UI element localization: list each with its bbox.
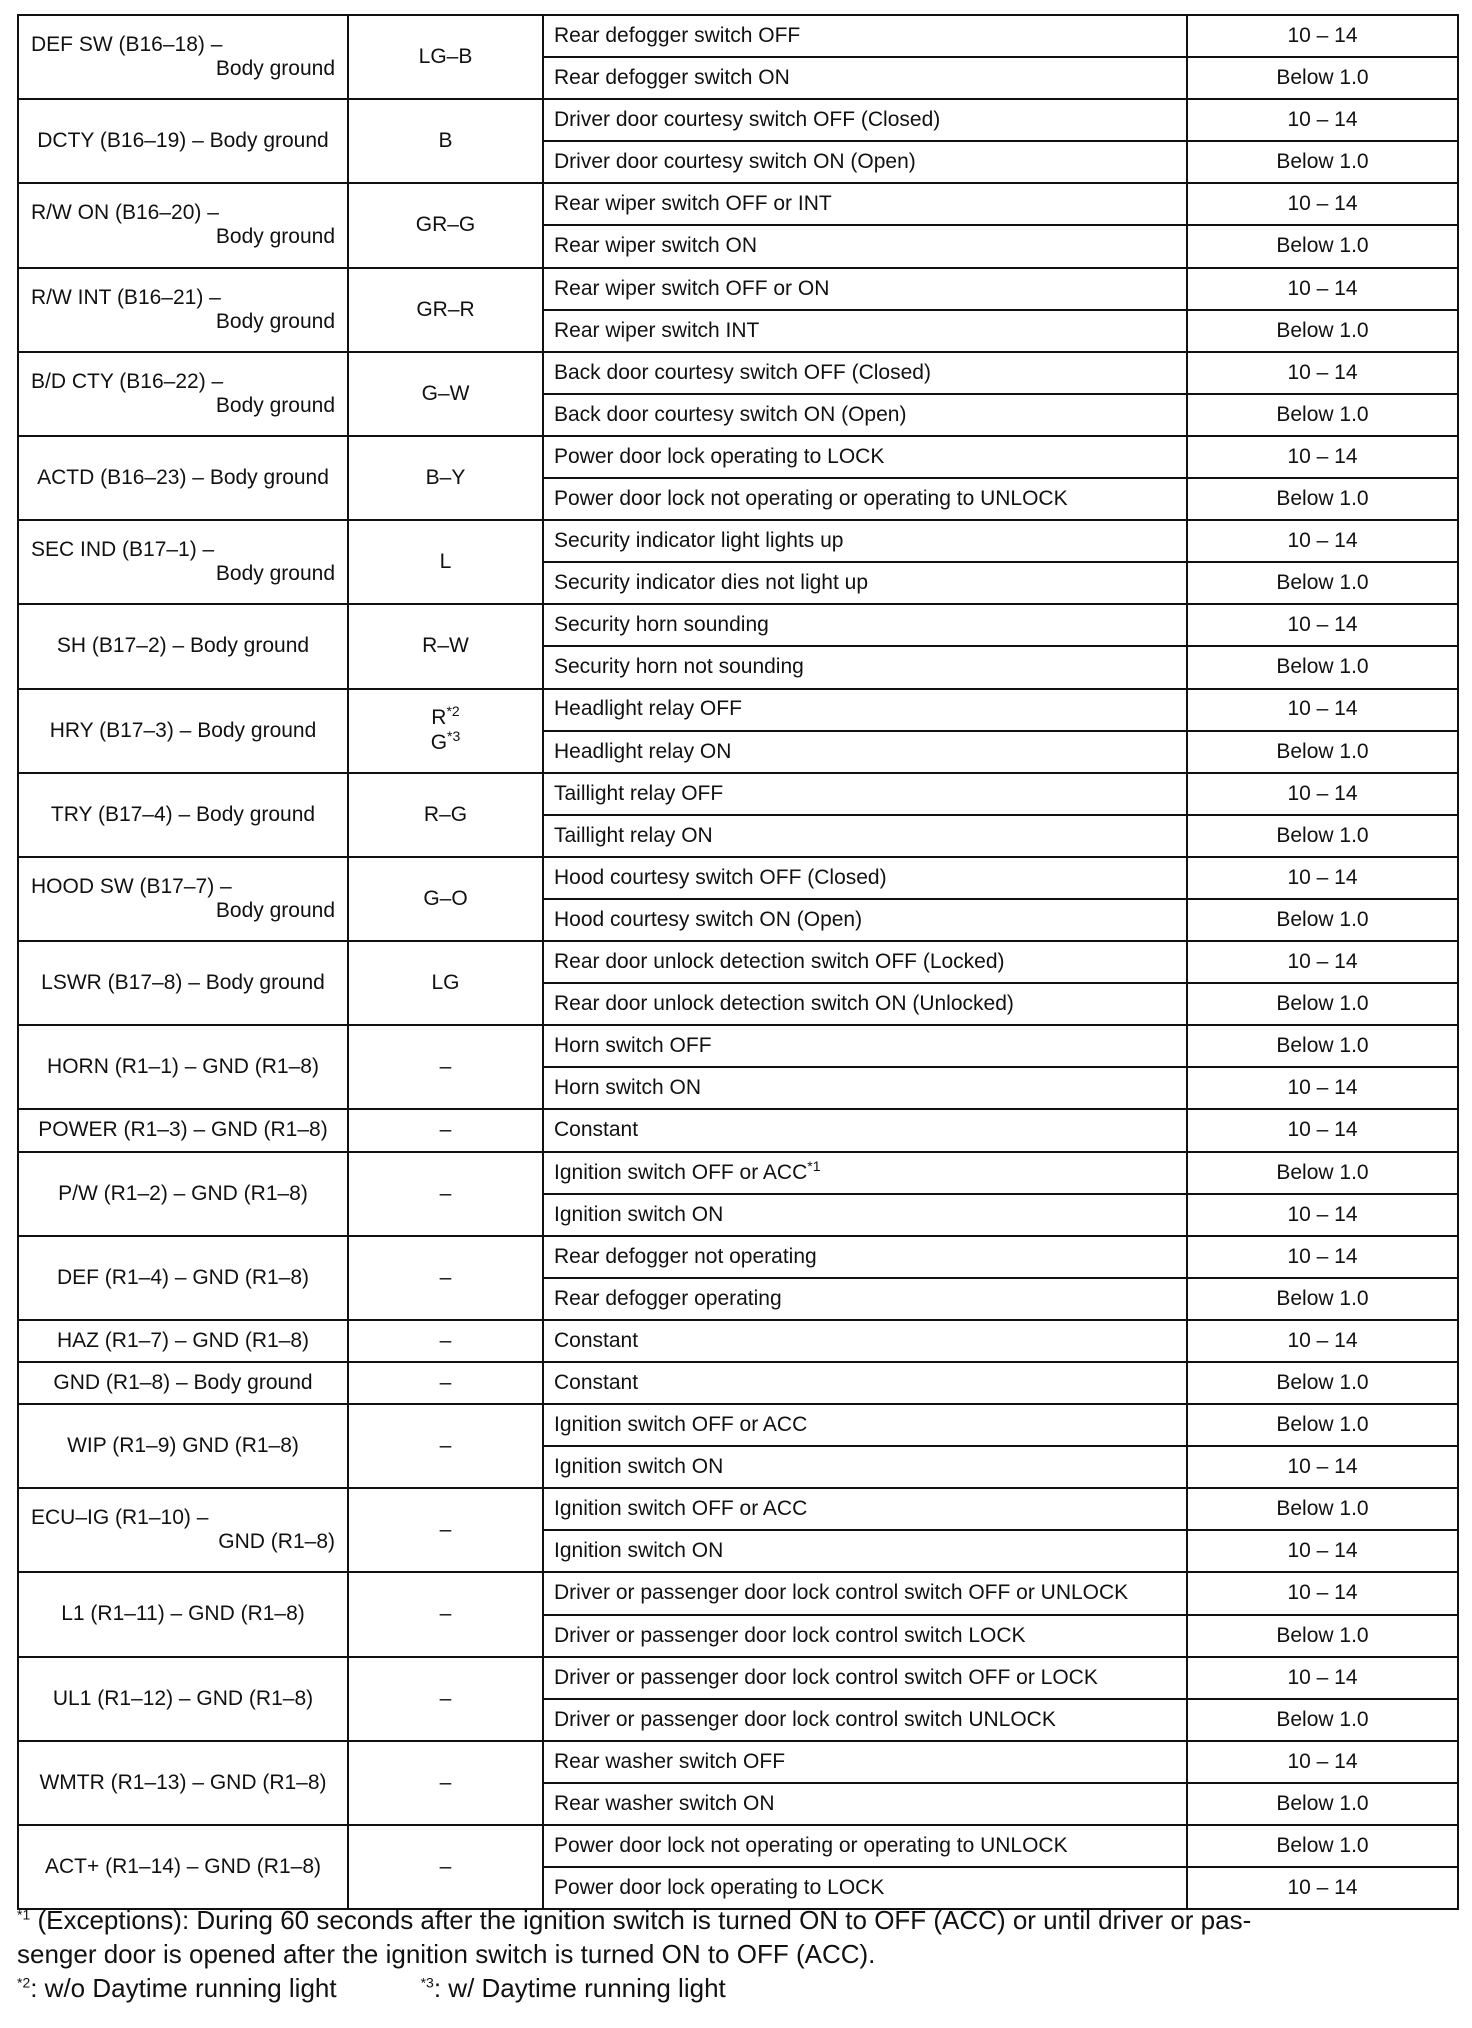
wiring-color-line bbox=[349, 213, 542, 237]
wiring-color-cell bbox=[348, 1825, 543, 1909]
condition-cell bbox=[543, 225, 1187, 267]
condition-text: Ignition switch ON bbox=[554, 1539, 724, 1563]
footnote-mark: *1 bbox=[807, 1157, 821, 1174]
wiring-color-cell bbox=[348, 1741, 543, 1825]
condition-cell bbox=[543, 1109, 1187, 1151]
condition-text: Driver or passenger door lock control switch OFF or LOCK bbox=[554, 1665, 1098, 1689]
condition-cell bbox=[543, 436, 1187, 478]
condition-text: Back door courtesy switch OFF (Closed) bbox=[554, 360, 931, 384]
wiring-color-line bbox=[349, 1182, 542, 1206]
condition-cell bbox=[543, 1699, 1187, 1741]
terminal-line: WIP (R1–9) GND (R1–8) bbox=[67, 1434, 299, 1458]
condition-cell bbox=[543, 1572, 1187, 1614]
wiring-color: R–W bbox=[422, 634, 469, 658]
specified-value-cell: Below 1.0 bbox=[1187, 1152, 1458, 1194]
condition-cell bbox=[543, 689, 1187, 731]
wiring-color-cell bbox=[348, 436, 543, 520]
terminal-line: SH (B17–2) – Body ground bbox=[56, 634, 310, 658]
condition-text: Constant bbox=[554, 1328, 639, 1352]
wiring-color-cell bbox=[348, 1320, 543, 1362]
specified-value-cell: Below 1.0 bbox=[1187, 562, 1458, 604]
terminal-line: P/W (R1–2) – GND (R1–8) bbox=[58, 1181, 308, 1205]
condition-text: Security horn not sounding bbox=[554, 655, 804, 679]
wiring-color: – bbox=[439, 1770, 452, 1794]
condition-text: Rear defogger switch OFF bbox=[554, 23, 801, 47]
condition-cell bbox=[543, 1236, 1187, 1278]
condition-text: Security indicator light lights up bbox=[554, 529, 844, 553]
table-row bbox=[18, 436, 1458, 478]
terminal-line: ACTD (B16–23) – Body ground bbox=[37, 465, 329, 489]
specified-value-cell: 10 – 14 bbox=[1187, 1194, 1458, 1236]
terminal-line: GND (R1–8) bbox=[218, 1530, 335, 1554]
condition-text: Rear wiper switch OFF or ON bbox=[554, 276, 830, 300]
table-row bbox=[18, 1572, 1458, 1614]
wiring-color-line bbox=[349, 550, 542, 574]
condition-cell bbox=[543, 899, 1187, 941]
table-row bbox=[18, 1362, 1458, 1404]
condition-cell bbox=[543, 141, 1187, 183]
terminal-cell bbox=[18, 857, 348, 941]
condition-text: Taillight relay ON bbox=[554, 823, 713, 847]
terminal-cell bbox=[18, 436, 348, 520]
wiring-color-line bbox=[349, 1518, 542, 1542]
wiring-color-cell bbox=[348, 1025, 543, 1109]
terminal-line: WMTR (R1–13) – GND (R1–8) bbox=[39, 1770, 327, 1794]
specified-value-cell: 10 – 14 bbox=[1187, 15, 1458, 57]
wiring-color: – bbox=[439, 1118, 452, 1142]
condition-text: Driver or passenger door lock control switch UNLOCK bbox=[554, 1707, 1056, 1731]
wiring-color-line bbox=[349, 382, 542, 406]
condition-cell bbox=[543, 478, 1187, 520]
wiring-color: – bbox=[439, 1055, 452, 1079]
condition-cell bbox=[543, 773, 1187, 815]
condition-cell bbox=[543, 815, 1187, 857]
condition-text: Hood courtesy switch OFF (Closed) bbox=[554, 865, 887, 889]
wiring-color: – bbox=[439, 1518, 452, 1542]
wiring-color-cell bbox=[348, 183, 543, 267]
condition-cell bbox=[543, 183, 1187, 225]
terminal-check-table bbox=[17, 14, 1457, 1910]
wiring-color: – bbox=[439, 1370, 452, 1394]
table-row bbox=[18, 1488, 1458, 1530]
specified-value-cell: 10 – 14 bbox=[1187, 604, 1458, 646]
condition-cell bbox=[543, 520, 1187, 562]
wiring-color-cell bbox=[348, 941, 543, 1025]
condition-cell bbox=[543, 1615, 1187, 1657]
condition-text: Rear door unlock detection switch OFF (Locked) bbox=[554, 950, 1005, 974]
wiring-color: R bbox=[431, 706, 447, 730]
condition-cell bbox=[543, 646, 1187, 688]
wiring-color: GR–R bbox=[416, 297, 475, 321]
wiring-color: B bbox=[438, 129, 453, 153]
specified-value-cell: Below 1.0 bbox=[1187, 1615, 1458, 1657]
wiring-color: – bbox=[439, 1855, 452, 1879]
condition-text: Horn switch OFF bbox=[554, 1034, 712, 1058]
footnote-1: $^{*1}$ (Exceptions): During 60 seconds after the ignition switch is turned ON to OFF (ACC) or until driver or pas- bbox=[17, 1905, 1252, 1935]
wiring-color-line bbox=[349, 1855, 542, 1879]
wiring-color: G–O bbox=[423, 886, 468, 910]
wiring-color-line bbox=[349, 1118, 542, 1142]
specified-value-cell: 10 – 14 bbox=[1187, 689, 1458, 731]
terminal-cell bbox=[18, 1572, 348, 1656]
specified-value-cell: Below 1.0 bbox=[1187, 1699, 1458, 1741]
condition-text: Power door lock operating to LOCK bbox=[554, 1876, 885, 1900]
footnote-1-continued: senger door is opened after the ignition switch is turned ON to OFF (ACC). bbox=[17, 1939, 876, 1969]
table-row bbox=[18, 1657, 1458, 1699]
terminal-line: ACT+ (R1–14) – GND (R1–8) bbox=[44, 1855, 321, 1879]
wiring-color-line bbox=[349, 971, 542, 995]
terminal-line: LSWR (B17–8) – Body ground bbox=[41, 971, 325, 995]
specified-value-cell: Below 1.0 bbox=[1187, 1025, 1458, 1067]
specified-value-cell: Below 1.0 bbox=[1187, 1278, 1458, 1320]
wiring-color-cell bbox=[348, 520, 543, 604]
specified-value-cell: 10 – 14 bbox=[1187, 436, 1458, 478]
terminal-line: HORN (R1–1) – GND (R1–8) bbox=[47, 1055, 319, 1079]
condition-cell bbox=[543, 1488, 1187, 1530]
wiring-color: – bbox=[439, 1181, 452, 1205]
condition-text: Security indicator dies not light up bbox=[554, 571, 869, 595]
condition-text: Rear door unlock detection switch ON (Unlocked) bbox=[554, 992, 1014, 1016]
wiring-color: G bbox=[430, 730, 448, 754]
terminal-line: Body ground bbox=[215, 309, 335, 333]
terminal-line: GND (R1–8) – Body ground bbox=[53, 1370, 313, 1394]
wiring-color-line bbox=[349, 803, 542, 827]
specified-value-cell: 10 – 14 bbox=[1187, 1236, 1458, 1278]
condition-text: Rear washer switch ON bbox=[554, 1791, 775, 1815]
table-row bbox=[18, 604, 1458, 646]
table-row bbox=[18, 1236, 1458, 1278]
terminal-cell bbox=[18, 1741, 348, 1825]
specified-value-cell: Below 1.0 bbox=[1187, 141, 1458, 183]
condition-text: Rear wiper switch INT bbox=[554, 318, 760, 342]
specified-value-cell: Below 1.0 bbox=[1187, 1783, 1458, 1825]
specified-value-cell: Below 1.0 bbox=[1187, 1362, 1458, 1404]
terminal-line: SEC IND (B17–1) – bbox=[31, 538, 215, 562]
specified-value-cell: Below 1.0 bbox=[1187, 394, 1458, 436]
table-row bbox=[18, 99, 1458, 141]
terminal-line: DEF (R1–4) – GND (R1–8) bbox=[56, 1265, 310, 1289]
wiring-color-cell bbox=[348, 1488, 543, 1572]
wiring-color-cell bbox=[348, 1572, 543, 1656]
specified-value-cell: 10 – 14 bbox=[1187, 1446, 1458, 1488]
wiring-color-line bbox=[349, 1371, 542, 1395]
terminal-cell bbox=[18, 520, 348, 604]
wiring-color: R–G bbox=[423, 802, 468, 826]
specified-value-cell: 10 – 14 bbox=[1187, 268, 1458, 310]
condition-cell bbox=[543, 1446, 1187, 1488]
condition-text: Ignition switch OFF or ACC bbox=[554, 1413, 808, 1437]
footnote-mark: *2 bbox=[446, 703, 460, 720]
wiring-color: – bbox=[439, 1602, 452, 1626]
wiring-color-line bbox=[349, 634, 542, 658]
terminal-cell bbox=[18, 773, 348, 857]
condition-text: Ignition switch OFF or ACC bbox=[554, 1160, 808, 1184]
condition-text: Rear defogger not operating bbox=[554, 1244, 817, 1268]
condition-cell bbox=[543, 1025, 1187, 1067]
terminal-line: HAZ (R1–7) – GND (R1–8) bbox=[56, 1328, 310, 1352]
terminal-cell bbox=[18, 15, 348, 99]
specified-value-cell: 10 – 14 bbox=[1187, 1109, 1458, 1151]
terminal-cell bbox=[18, 1488, 348, 1572]
condition-text: Security horn sounding bbox=[554, 613, 769, 637]
terminal-cell bbox=[18, 99, 348, 183]
condition-cell bbox=[543, 99, 1187, 141]
terminal-line: POWER (R1–3) – GND (R1–8) bbox=[38, 1118, 328, 1142]
condition-text: Power door lock not operating or operating to UNLOCK bbox=[554, 1834, 1068, 1857]
table-row bbox=[18, 1152, 1458, 1194]
specified-value-cell: Below 1.0 bbox=[1187, 1404, 1458, 1446]
wiring-color: G–W bbox=[421, 381, 470, 405]
specified-value-cell: 10 – 14 bbox=[1187, 773, 1458, 815]
terminal-cell bbox=[18, 1236, 348, 1320]
wiring-color-cell bbox=[348, 604, 543, 688]
terminal-cell bbox=[18, 1109, 348, 1151]
condition-cell bbox=[543, 15, 1187, 57]
specified-value-cell: Below 1.0 bbox=[1187, 310, 1458, 352]
specified-value-cell: 10 – 14 bbox=[1187, 1320, 1458, 1362]
wiring-color-cell bbox=[348, 689, 543, 773]
condition-cell bbox=[543, 1741, 1187, 1783]
condition-text: Rear defogger operating bbox=[554, 1286, 782, 1310]
specified-value-cell: Below 1.0 bbox=[1187, 1825, 1458, 1867]
specified-value-cell: 10 – 14 bbox=[1187, 1067, 1458, 1109]
wiring-color: GR–G bbox=[415, 213, 476, 237]
wiring-color: – bbox=[439, 1686, 452, 1710]
condition-cell bbox=[543, 1530, 1187, 1572]
specified-value-cell: 10 – 14 bbox=[1187, 99, 1458, 141]
wiring-color: – bbox=[439, 1328, 452, 1352]
specified-value-cell: 10 – 14 bbox=[1187, 1572, 1458, 1614]
condition-cell bbox=[543, 57, 1187, 99]
specified-value-cell: 10 – 14 bbox=[1187, 352, 1458, 394]
table-row bbox=[18, 1741, 1458, 1783]
condition-cell bbox=[543, 352, 1187, 394]
table-row bbox=[18, 1825, 1458, 1867]
condition-text: Rear defogger switch ON bbox=[554, 66, 790, 90]
wiring-color-cell bbox=[348, 268, 543, 352]
wiring-color: L bbox=[439, 550, 452, 574]
terminal-line: R/W INT (B16–21) – bbox=[31, 285, 221, 309]
terminal-cell bbox=[18, 1825, 348, 1909]
condition-text: Driver or passenger door lock control switch LOCK bbox=[554, 1623, 1026, 1647]
terminal-cell bbox=[18, 352, 348, 436]
specified-value-cell: Below 1.0 bbox=[1187, 815, 1458, 857]
wiring-color: B–Y bbox=[425, 465, 466, 489]
wiring-color-line bbox=[349, 129, 542, 153]
condition-cell bbox=[543, 1067, 1187, 1109]
wiring-color-line bbox=[349, 1602, 542, 1626]
wiring-color-line bbox=[349, 887, 542, 911]
condition-cell bbox=[543, 983, 1187, 1025]
terminal-cell bbox=[18, 1404, 348, 1488]
condition-text: Ignition switch ON bbox=[554, 1455, 724, 1479]
table-row bbox=[18, 15, 1458, 57]
condition-text: Constant bbox=[554, 1118, 639, 1142]
specified-value-cell: 10 – 14 bbox=[1187, 1657, 1458, 1699]
wiring-color-cell bbox=[348, 1657, 543, 1741]
specified-value-cell: Below 1.0 bbox=[1187, 983, 1458, 1025]
terminal-line: Body ground bbox=[215, 225, 335, 249]
table-row bbox=[18, 352, 1458, 394]
terminal-line: HRY (B17–3) – Body ground bbox=[49, 718, 317, 742]
condition-cell bbox=[543, 1194, 1187, 1236]
terminal-line: TRY (B17–4) – Body ground bbox=[50, 802, 316, 826]
wiring-color-cell bbox=[348, 857, 543, 941]
wiring-color-cell bbox=[348, 1109, 543, 1151]
condition-cell bbox=[543, 1783, 1187, 1825]
condition-cell bbox=[543, 562, 1187, 604]
table-row bbox=[18, 941, 1458, 983]
table-row bbox=[18, 773, 1458, 815]
terminal-line: Body ground bbox=[215, 562, 335, 586]
condition-text: Rear wiper switch OFF or INT bbox=[554, 192, 832, 216]
terminal-cell bbox=[18, 1025, 348, 1109]
terminal-line: L1 (R1–11) – GND (R1–8) bbox=[61, 1602, 305, 1626]
wiring-color-cell bbox=[348, 99, 543, 183]
wiring-color-cell bbox=[348, 773, 543, 857]
condition-cell bbox=[543, 268, 1187, 310]
condition-text: Power door lock operating to LOCK bbox=[554, 444, 885, 468]
wiring-color-line bbox=[349, 298, 542, 322]
wiring-color-cell bbox=[348, 1404, 543, 1488]
specified-value-cell: 10 – 14 bbox=[1187, 183, 1458, 225]
condition-text: Taillight relay OFF bbox=[554, 781, 724, 805]
wiring-color-cell bbox=[348, 352, 543, 436]
condition-text: Headlight relay OFF bbox=[554, 697, 742, 721]
terminal-line: HOOD SW (B17–7) – bbox=[31, 874, 232, 898]
table-row bbox=[18, 1320, 1458, 1362]
specified-value-cell: Below 1.0 bbox=[1187, 57, 1458, 99]
condition-text: Power door lock not operating or operating to UNLOCK bbox=[554, 487, 1068, 510]
specified-value-cell: Below 1.0 bbox=[1187, 1488, 1458, 1530]
specified-value-cell: 10 – 14 bbox=[1187, 1867, 1458, 1909]
specified-value-cell: 10 – 14 bbox=[1187, 1530, 1458, 1572]
condition-text: Constant bbox=[554, 1370, 639, 1394]
wiring-color-cell bbox=[348, 1236, 543, 1320]
specified-value-cell: 10 – 14 bbox=[1187, 1741, 1458, 1783]
specified-value-cell: 10 – 14 bbox=[1187, 520, 1458, 562]
terminal-line: B/D CTY (B16–22) – bbox=[31, 369, 224, 393]
condition-cell bbox=[543, 394, 1187, 436]
wiring-color-cell bbox=[348, 15, 543, 99]
table-row bbox=[18, 689, 1458, 731]
wiring-color-cell bbox=[348, 1362, 543, 1404]
wiring-color: LG–B bbox=[418, 45, 473, 69]
terminal-line: Body ground bbox=[215, 898, 335, 922]
wiring-color-line bbox=[349, 1055, 542, 1079]
terminal-cell bbox=[18, 1362, 348, 1404]
condition-text: Hood courtesy switch ON (Open) bbox=[554, 907, 863, 931]
terminal-cell bbox=[18, 689, 348, 773]
terminal-cell bbox=[18, 1657, 348, 1741]
table-row bbox=[18, 520, 1458, 562]
terminal-cell bbox=[18, 604, 348, 688]
footnote-2-3: $^{*2}$: w/o Daytime running light $^{*3}$: w/ Daytime running light bbox=[17, 1973, 726, 2003]
specified-value-cell: Below 1.0 bbox=[1187, 478, 1458, 520]
terminal-line: UL1 (R1–12) – GND (R1–8) bbox=[52, 1686, 314, 1710]
condition-text: Ignition switch OFF or ACC bbox=[554, 1497, 808, 1521]
wiring-color-line bbox=[349, 45, 542, 69]
condition-text: Horn switch ON bbox=[554, 1076, 702, 1100]
condition-text: Rear wiper switch ON bbox=[554, 234, 758, 258]
condition-cell bbox=[543, 1278, 1187, 1320]
table-row bbox=[18, 1109, 1458, 1151]
condition-cell bbox=[543, 310, 1187, 352]
wiring-color: LG bbox=[431, 971, 460, 995]
condition-cell bbox=[543, 941, 1187, 983]
terminal-cell bbox=[18, 183, 348, 267]
footnote-mark: *3 bbox=[447, 727, 461, 744]
wiring-color-line bbox=[349, 1266, 542, 1290]
specified-value-cell: 10 – 14 bbox=[1187, 941, 1458, 983]
terminal-cell bbox=[18, 268, 348, 352]
terminal-cell bbox=[18, 1320, 348, 1362]
terminal-line: ECU–IG (R1–10) – bbox=[31, 1506, 209, 1530]
condition-cell bbox=[543, 1825, 1187, 1867]
wiring-color-line bbox=[349, 1434, 542, 1458]
table-row bbox=[18, 268, 1458, 310]
specified-value-cell: Below 1.0 bbox=[1187, 646, 1458, 688]
wiring-color-cell bbox=[348, 1152, 543, 1236]
condition-cell bbox=[543, 1320, 1187, 1362]
table-row bbox=[18, 1025, 1458, 1067]
specified-value-cell: Below 1.0 bbox=[1187, 899, 1458, 941]
condition-text: Driver or passenger door lock control switch OFF or UNLOCK bbox=[554, 1581, 1129, 1605]
terminal-cell bbox=[18, 1152, 348, 1236]
table-row bbox=[18, 183, 1458, 225]
condition-cell bbox=[543, 857, 1187, 899]
terminal-line: DEF SW (B16–18) – bbox=[31, 32, 223, 56]
wiring-color-line bbox=[349, 1687, 542, 1711]
terminal-cell bbox=[18, 941, 348, 1025]
table-row bbox=[18, 857, 1458, 899]
specified-value-cell: 10 – 14 bbox=[1187, 857, 1458, 899]
table-row bbox=[18, 1404, 1458, 1446]
terminal-line: Body ground bbox=[215, 393, 335, 417]
wiring-color-line bbox=[349, 466, 542, 490]
condition-text: Driver door courtesy switch OFF (Closed) bbox=[554, 108, 941, 132]
condition-cell bbox=[543, 604, 1187, 646]
terminal-line: R/W ON (B16–20) – bbox=[31, 201, 219, 225]
wiring-color: – bbox=[439, 1434, 452, 1458]
wiring-color: – bbox=[439, 1265, 452, 1289]
terminal-line: DCTY (B16–19) – Body ground bbox=[37, 129, 329, 153]
condition-text: Rear washer switch OFF bbox=[554, 1749, 786, 1773]
condition-cell bbox=[543, 1362, 1187, 1404]
condition-cell bbox=[543, 1657, 1187, 1699]
terminal-line: Body ground bbox=[215, 57, 335, 81]
condition-cell bbox=[543, 731, 1187, 773]
condition-text: Headlight relay ON bbox=[554, 739, 732, 763]
wiring-color-line bbox=[349, 727, 542, 755]
condition-text: Back door courtesy switch ON (Open) bbox=[554, 402, 907, 426]
condition-text: Driver door courtesy switch ON (Open) bbox=[554, 150, 916, 174]
specified-value-cell: Below 1.0 bbox=[1187, 225, 1458, 267]
wiring-color-line bbox=[349, 703, 542, 730]
wiring-color-line bbox=[349, 1329, 542, 1353]
condition-cell bbox=[543, 1404, 1187, 1446]
footnotes bbox=[17, 1903, 1457, 2005]
condition-text: Ignition switch ON bbox=[554, 1202, 724, 1226]
wiring-color-line bbox=[349, 1771, 542, 1795]
specified-value-cell: Below 1.0 bbox=[1187, 731, 1458, 773]
condition-cell bbox=[543, 1152, 1187, 1194]
